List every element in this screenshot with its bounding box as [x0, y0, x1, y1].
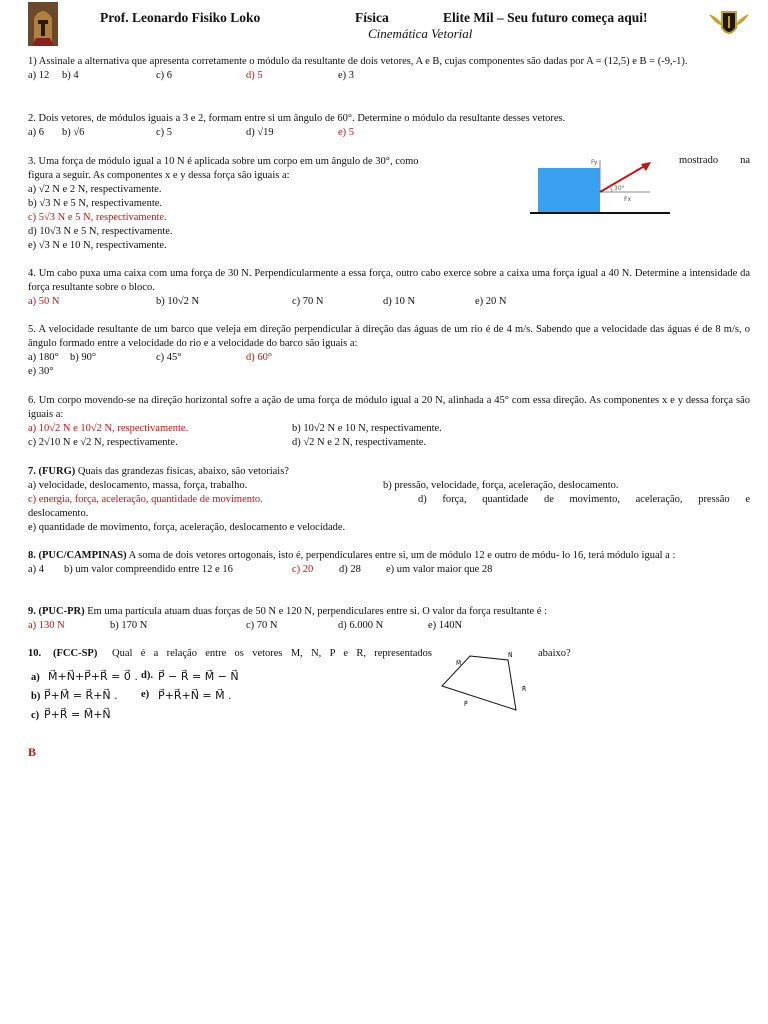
- question-8-text: A soma de dois vetores ortogonais, isto é, perpendiculares entre si, um de módulo 12 e outro de módu- lo 16, terá módulo igual a :: [126, 550, 676, 561]
- q7-number: 7. (FURG): [28, 466, 76, 477]
- question-9: [28, 605, 750, 633]
- vector-r-label: R⃗: [522, 686, 527, 693]
- q2-option-d: d) √19: [246, 127, 274, 138]
- question-4: [28, 267, 750, 309]
- vector-p-label: P⃗: [464, 701, 468, 708]
- q10-option-e: P⃗+R⃗+N⃗ = M⃗ .: [158, 689, 232, 702]
- q10-number: 10.: [28, 648, 42, 659]
- q10-answer: B: [28, 745, 37, 759]
- q9-option-b: b) 170 N: [110, 620, 148, 631]
- winged-shield-icon: [707, 4, 751, 44]
- question-7: [28, 465, 750, 535]
- q8-option-e: e) um valor maior que 28: [386, 564, 493, 575]
- q9-option-a: a) 130 N: [28, 620, 65, 631]
- question-3: [28, 155, 508, 253]
- q9-option-c: c) 70 N: [246, 620, 278, 631]
- q3-option-c: c) 5√3 N e 5 N, respectivamente.: [28, 212, 167, 223]
- q1-option-a: a) 12: [28, 70, 50, 81]
- q8-option-d: d) 28: [339, 564, 361, 575]
- question-10-text-end: abaixo?: [538, 648, 571, 659]
- question-9-text: Em uma partícula atuam duas forças de 50 N e 120 N, perpendiculares entre si. O valor da força resultante é :: [84, 606, 547, 617]
- q10-option-d: P⃗ − R⃗ = M⃗ − N⃗: [158, 670, 239, 683]
- q1-option-d: d) 5: [246, 70, 263, 81]
- slogan: Elite Mil – Seu futuro começa aqui!: [443, 10, 648, 25]
- q3-option-d: d) 10√3 N e 5 N, respectivamente.: [28, 226, 173, 237]
- q9-option-e: e) 140N: [428, 620, 463, 631]
- q4-option-b: b) 10√2 N: [156, 296, 200, 307]
- q4-option-a: a) 50 N: [28, 296, 60, 307]
- q8-option-c: c) 20: [292, 564, 314, 575]
- subject: Física: [355, 10, 389, 25]
- q1-option-b: b) 4: [62, 70, 79, 81]
- q6-option-b: b) 10√2 N e 10 N, respectivamente.: [292, 423, 442, 434]
- question-5-text: 5. A velocidade resultante de um barco que veleja em direção perpendicular à direção das águas de um rio é de 4 m/s. Sabendo que a velocidade das águas é de 8 m/s, o ângulo formado entre a velocidade do rio e a velocidade do barco são iguais a:: [28, 324, 750, 349]
- question-4-text: 4. Um cabo puxa uma caixa com uma força de 30 N. Perpendicularmente a essa força, outro cabo exerce sobre a caixa uma força igual a 40 N. Determine a intensidade da força resultante sobre o bloco.: [28, 268, 750, 293]
- question-5: [28, 323, 750, 379]
- q5-option-e: e) 30°: [28, 366, 54, 377]
- q9-number: 9. (PUC-PR): [28, 606, 85, 617]
- q2-option-e: e) 5: [338, 127, 355, 138]
- question-3-text-2: figura a seguir. As componentes x e y dessa força são iguais a:: [28, 170, 290, 181]
- vector-quadrilateral-figure: [436, 648, 528, 718]
- q10-option-c: P⃗+R⃗ = M⃗+N⃗: [44, 708, 111, 721]
- q5-option-d: d) 60°: [246, 352, 273, 363]
- q4-option-e: e) 20 N: [475, 296, 507, 307]
- q8-number: 8. (PUC/CAMPINAS): [28, 550, 127, 561]
- q7-option-e: e) quantidade de movimento, força, aceleração, deslocamento e velocidade.: [28, 522, 346, 533]
- q3-option-b: b) √3 N e 5 N, respectivamente.: [28, 198, 163, 209]
- question-1: [28, 55, 750, 83]
- q7-option-a: a) velocidade, deslocamento, massa, força, trabalho.: [28, 480, 248, 491]
- q6-option-a: a) 10√2 N e 10√2 N, respectivamente.: [28, 423, 189, 434]
- q10-source: (FCC-SP): [53, 648, 98, 659]
- block-shape: [538, 168, 600, 212]
- question-1-text: 1) Assinale a alternativa que apresenta corretamente o módulo da resultante de dois vetores, A e B, cujas componentes são dadas por A = (12,5) e B = (-9,-1).: [28, 56, 688, 67]
- q1-option-e: e) 3: [338, 70, 355, 81]
- q5-option-b: b) 90°: [70, 352, 97, 363]
- q4-option-d: d) 10 N: [383, 296, 416, 307]
- q2-option-b: b) √6: [62, 127, 85, 138]
- q9-option-d: d) 6.000 N: [338, 620, 384, 631]
- q6-option-c: c) 2√10 N e √2 N, respectivamente.: [28, 437, 178, 448]
- q3-option-a: a) √2 N e 2 N, respectivamente.: [28, 184, 162, 195]
- q10-option-a: M⃗+N⃗+P⃗+R⃗ = 0⃗ .: [48, 670, 138, 683]
- q2-option-c: c) 5: [156, 127, 173, 138]
- fx-label: Fx: [624, 196, 632, 203]
- question-2-text: 2. Dois vetores, de módulos iguais a 3 e 2, formam entre si um ângulo de 60°. Determine o módulo da resultante desses vetores.: [28, 113, 566, 124]
- q1-option-c: c) 6: [156, 70, 173, 81]
- question-10-text: Qual é a relação entre os vetores M, N, P e R, representados: [112, 648, 432, 659]
- knight-helmet-icon: [28, 2, 58, 46]
- fy-label: Fy: [591, 159, 598, 166]
- force-diagram: [530, 152, 670, 220]
- vector-m-label: M⃗: [456, 660, 462, 667]
- q10-label-c: c): [31, 710, 40, 721]
- topic-subtitle: Cinemática Vetorial: [368, 26, 473, 41]
- q8-option-b: b) um valor compreendido entre 12 e 16: [64, 564, 233, 575]
- question-6-text: 6. Um corpo movendo-se na direção horizontal sofre a ação de uma força de módulo igual a 20 N, alinhada a 45° com essa direção. As componentes x e y dessa força são iguais a:: [28, 395, 750, 420]
- question-3-text: 3. Uma força de módulo igual a 10 N é aplicada sobre um corpo em um ângulo de 30°, como: [28, 156, 419, 167]
- q8-option-a: a) 4: [28, 564, 45, 575]
- force-figure: [530, 152, 670, 220]
- question-3-text-end: mostrado na: [679, 155, 750, 166]
- q5-option-c: c) 45°: [156, 352, 182, 363]
- q7-option-d-cont: deslocamento.: [28, 508, 89, 519]
- q10-label-e: e): [141, 689, 150, 700]
- question-2: [28, 112, 750, 140]
- teacher-name: Prof. Leonardo Fisiko Loko: [100, 10, 261, 25]
- q7-option-c: c) energia, força, aceleração, quantidade de movimento.: [28, 494, 263, 505]
- right-logo: [707, 4, 751, 44]
- question-8: [28, 549, 750, 577]
- angle-label: 30°: [614, 185, 625, 192]
- q10-label-a: a): [31, 672, 40, 683]
- q7-option-d: d) força, quantidade de movimento, aceleração, pressão e: [418, 494, 750, 505]
- left-logo: [28, 2, 58, 46]
- q4-option-c: c) 70 N: [292, 296, 324, 307]
- q5-option-a: a) 180°: [28, 352, 59, 363]
- question-6: [28, 394, 750, 450]
- question-7-text: Quais das grandezas físicas, abaixo, são vetoriais?: [75, 466, 289, 477]
- q10-label-d: d).: [141, 670, 153, 681]
- q6-option-d: d) √2 N e 2 N, respectivamente.: [292, 437, 427, 448]
- q10-label-b: b): [31, 691, 41, 702]
- vector-diagram: [436, 648, 528, 718]
- q2-option-a: a) 6: [28, 127, 45, 138]
- q10-option-b: P⃗+M⃗ = R⃗+N⃗ .: [44, 689, 118, 702]
- q3-option-e: e) √3 N e 10 N, respectivamente.: [28, 240, 167, 251]
- vector-n-label: N⃗: [508, 652, 513, 659]
- q7-option-b: b) pressão, velocidade, força, aceleração, deslocamento.: [383, 480, 619, 491]
